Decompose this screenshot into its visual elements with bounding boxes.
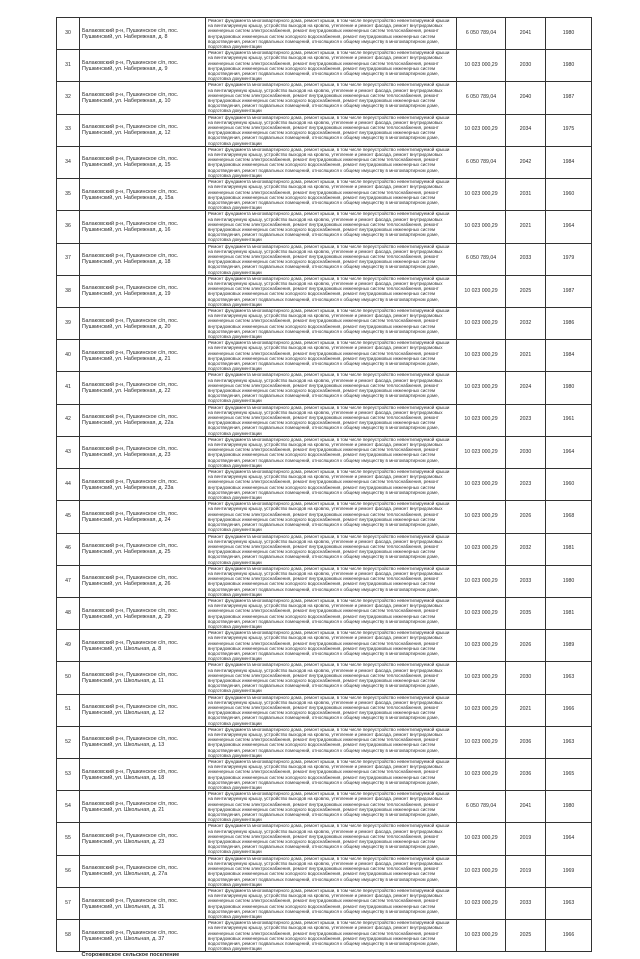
cost-cell: 6 050 789,04 bbox=[457, 82, 506, 114]
repair-year-cell: 2021 bbox=[506, 211, 546, 243]
repair-year-cell: 2019 bbox=[506, 823, 546, 855]
works-description-cell: Ремонт фундамента многоквартирного дома, ремонт крыши, в том числе переустройство невентилируемой крыши на вентилируемую крышу, устройство выходов на кровлю, утепление и ремонт фасада, ремонт внутридомовых инженерных систем электроснабжения, ремонт внутридомовых инженерных систем теплоснабжения, ремонт внутридомовых инженерных систем холодного водоснабжения, ремонт внутридомовых инженерных систем водоотведения, ремонт подвальных помещений, относящихся к общему имуществу в многоквартирном доме, подготовка документации bbox=[206, 855, 457, 887]
table-row bbox=[57, 82, 592, 114]
address-cell: Балаковский р-н, Пушкинское с/п, пос. Пушкинский, ул. Набережная, д. 8 bbox=[80, 18, 206, 50]
repair-year-cell: 2033 bbox=[506, 565, 546, 597]
build-year-cell: 1963 bbox=[546, 662, 592, 694]
row-number: 33 bbox=[57, 114, 80, 146]
works-description-cell: Ремонт фундамента многоквартирного дома, ремонт крыши, в том числе переустройство невентилируемой крыши на вентилируемую крышу, устройство выходов на кровлю, утепление и ремонт фасада, ремонт внутридомовых инженерных систем электроснабжения, ремонт внутридомовых инженерных систем теплоснабжения, ремонт внутридомовых инженерных систем холодного водоснабжения, ремонт внутридомовых инженерных систем водоотведения, ремонт подвальных помещений, относящихся к общему имуществу в многоквартирном доме, подготовка документации bbox=[206, 307, 457, 339]
build-year-cell: 1981 bbox=[546, 533, 592, 565]
works-description-cell: Ремонт фундамента многоквартирного дома, ремонт крыши, в том числе переустройство невентилируемой крыши на вентилируемую крышу, устройство выходов на кровлю, утепление и ремонт фасада, ремонт внутридомовых инженерных систем электроснабжения, ремонт внутридомовых инженерных систем теплоснабжения, ремонт внутридомовых инженерных систем холодного водоснабжения, ремонт внутридомовых инженерных систем водоотведения, ремонт подвальных помещений, относящихся к общему имуществу в многоквартирном доме, подготовка документации bbox=[206, 469, 457, 501]
build-year-cell: 1980 bbox=[546, 50, 592, 82]
works-description-cell: Ремонт фундамента многоквартирного дома, ремонт крыши, в том числе переустройство невентилируемой крыши на вентилируемую крышу, устройство выходов на кровлю, утепление и ремонт фасада, ремонт внутридомовых инженерных систем электроснабжения, ремонт внутридомовых инженерных систем теплоснабжения, ремонт внутридомовых инженерных систем холодного водоснабжения, ремонт внутридомовых инженерных систем водоотведения, ремонт подвальных помещений, относящихся к общему имуществу в многоквартирном доме, подготовка документации bbox=[206, 372, 457, 404]
address-cell: Балаковский р-н, Пушкинское с/п, пос. Пушкинский, ул. Школьная, д. 23 bbox=[80, 823, 206, 855]
row-number: 52 bbox=[57, 726, 80, 758]
cost-cell: 10 023 000,29 bbox=[457, 533, 506, 565]
address-cell: Балаковский р-н, Пушкинское с/п, пос. Пушкинский, ул. Набережная, д. 22а bbox=[80, 404, 206, 436]
cost-cell: 10 023 000,29 bbox=[457, 630, 506, 662]
row-number: 43 bbox=[57, 436, 80, 468]
cost-cell: 10 023 000,29 bbox=[457, 307, 506, 339]
table-row bbox=[57, 597, 592, 629]
repair-year-cell: 2041 bbox=[506, 18, 546, 50]
works-description-cell: Ремонт фундамента многоквартирного дома, ремонт крыши, в том числе переустройство невентилируемой крыши на вентилируемую крышу, устройство выходов на кровлю, утепление и ремонт фасада, ремонт внутридомовых инженерных систем электроснабжения, ремонт внутридомовых инженерных систем теплоснабжения, ремонт внутридомовых инженерных систем холодного водоснабжения, ремонт внутридомовых инженерных систем водоотведения, ремонт подвальных помещений, относящихся к общему имуществу в многоквартирном доме, подготовка документации bbox=[206, 597, 457, 629]
repair-year-cell: 2030 bbox=[506, 436, 546, 468]
works-description-cell: Ремонт фундамента многоквартирного дома, ремонт крыши, в том числе переустройство невентилируемой крыши на вентилируемую крышу, устройство выходов на кровлю, утепление и ремонт фасада, ремонт внутридомовых инженерных систем электроснабжения, ремонт внутридомовых инженерных систем теплоснабжения, ремонт внутридомовых инженерных систем холодного водоснабжения, ремонт внутридомовых инженерных систем водоотведения, ремонт подвальных помещений, относящихся к общему имуществу в многоквартирном доме, подготовка документации bbox=[206, 146, 457, 178]
row-number: 48 bbox=[57, 597, 80, 629]
table-row bbox=[57, 404, 592, 436]
works-description-cell: Ремонт фундамента многоквартирного дома, ремонт крыши, в том числе переустройство невентилируемой крыши на вентилируемую крышу, устройство выходов на кровлю, утепление и ремонт фасада, ремонт внутридомовых инженерных систем электроснабжения, ремонт внутридомовых инженерных систем теплоснабжения, ремонт внутридомовых инженерных систем холодного водоснабжения, ремонт внутридомовых инженерных систем водоотведения, ремонт подвальных помещений, относящихся к общему имуществу в многоквартирном доме, подготовка документации bbox=[206, 50, 457, 82]
cost-cell: 10 023 000,29 bbox=[457, 759, 506, 791]
address-cell: Балаковский р-н, Пушкинское с/п, пос. Пушкинский, ул. Набережная, д. 26 bbox=[80, 565, 206, 597]
table-row bbox=[57, 372, 592, 404]
build-year-cell: 1989 bbox=[546, 630, 592, 662]
table-row bbox=[57, 533, 592, 565]
address-cell: Балаковский р-н, Пушкинское с/п, пос. Пушкинский, ул. Набережная, д. 10 bbox=[80, 82, 206, 114]
table-row bbox=[57, 791, 592, 823]
cost-cell: 10 023 000,29 bbox=[457, 436, 506, 468]
row-number: 34 bbox=[57, 146, 80, 178]
build-year-cell: 1979 bbox=[546, 243, 592, 275]
address-cell: Балаковский р-н, Пушкинское с/п, пос. Пушкинский, ул. Набережная, д. 9 bbox=[80, 50, 206, 82]
cost-cell: 10 023 000,29 bbox=[457, 211, 506, 243]
address-cell: Балаковский р-н, Пушкинское с/п, пос. Пушкинский, ул. Школьная, д. 12 bbox=[80, 694, 206, 726]
table-row bbox=[57, 179, 592, 211]
build-year-cell: 1984 bbox=[546, 146, 592, 178]
table-row bbox=[57, 340, 592, 372]
cost-cell: 10 023 000,29 bbox=[457, 404, 506, 436]
build-year-cell: 1981 bbox=[546, 597, 592, 629]
works-description-cell: Ремонт фундамента многоквартирного дома, ремонт крыши, в том числе переустройство невентилируемой крыши на вентилируемую крышу, устройство выходов на кровлю, утепление и ремонт фасада, ремонт внутридомовых инженерных систем электроснабжения, ремонт внутридомовых инженерных систем теплоснабжения, ремонт внутридомовых инженерных систем холодного водоснабжения, ремонт внутридомовых инженерных систем водоотведения, ремонт подвальных помещений, относящихся к общему имуществу в многоквартирном доме, подготовка документации bbox=[206, 533, 457, 565]
repair-year-cell: 2040 bbox=[506, 82, 546, 114]
table-row bbox=[57, 211, 592, 243]
build-year-cell: 1968 bbox=[546, 501, 592, 533]
cost-cell: 10 023 000,29 bbox=[457, 469, 506, 501]
row-number: 42 bbox=[57, 404, 80, 436]
row-number: 35 bbox=[57, 179, 80, 211]
build-year-cell: 1960 bbox=[546, 179, 592, 211]
works-description-cell: Ремонт фундамента многоквартирного дома, ремонт крыши, в том числе переустройство невентилируемой крыши на вентилируемую крышу, устройство выходов на кровлю, утепление и ремонт фасада, ремонт внутридомовых инженерных систем электроснабжения, ремонт внутридомовых инженерных систем теплоснабжения, ремонт внутридомовых инженерных систем холодного водоснабжения, ремонт внутридомовых инженерных систем водоотведения, ремонт подвальных помещений, относящихся к общему имуществу в многоквартирном доме, подготовка документации bbox=[206, 243, 457, 275]
repair-year-cell: 2024 bbox=[506, 372, 546, 404]
address-cell: Балаковский р-н, Пушкинское с/п, пос. Пушкинский, ул. Набережная, д. 20 bbox=[80, 307, 206, 339]
build-year-cell: 1964 bbox=[546, 823, 592, 855]
table-row bbox=[57, 243, 592, 275]
table-row bbox=[57, 759, 592, 791]
build-year-cell: 1969 bbox=[546, 855, 592, 887]
build-year-cell: 1965 bbox=[546, 759, 592, 791]
table-row bbox=[57, 146, 592, 178]
row-number: 57 bbox=[57, 887, 80, 919]
cost-cell: 10 023 000,29 bbox=[457, 565, 506, 597]
document-page bbox=[56, 17, 591, 959]
repair-year-cell: 2035 bbox=[506, 597, 546, 629]
address-cell: Балаковский р-н, Пушкинское с/п, пос. Пушкинский, ул. Набережная, д. 15 bbox=[80, 146, 206, 178]
build-year-cell: 1984 bbox=[546, 340, 592, 372]
table-row bbox=[57, 469, 592, 501]
row-number: 53 bbox=[57, 759, 80, 791]
build-year-cell: 1980 bbox=[546, 565, 592, 597]
repair-year-cell: 2025 bbox=[506, 920, 546, 952]
address-cell: Балаковский р-н, Пушкинское с/п, пос. Пушкинский, ул. Набережная, д. 21 bbox=[80, 340, 206, 372]
address-cell: Балаковский р-н, Пушкинское с/п, пос. Пушкинский, ул. Школьная, д. 18 bbox=[80, 759, 206, 791]
build-year-cell: 1980 bbox=[546, 18, 592, 50]
cost-cell: 10 023 000,29 bbox=[457, 855, 506, 887]
works-description-cell: Ремонт фундамента многоквартирного дома, ремонт крыши, в том числе переустройство невентилируемой крыши на вентилируемую крышу, устройство выходов на кровлю, утепление и ремонт фасада, ремонт внутридомовых инженерных систем электроснабжения, ремонт внутридомовых инженерных систем теплоснабжения, ремонт внутридомовых инженерных систем холодного водоснабжения, ремонт внутридомовых инженерных систем водоотведения, ремонт подвальных помещений, относящихся к общему имуществу в многоквартирном доме, подготовка документации bbox=[206, 662, 457, 694]
cost-cell: 10 023 000,29 bbox=[457, 726, 506, 758]
repair-year-cell: 2030 bbox=[506, 662, 546, 694]
repair-year-cell: 2026 bbox=[506, 501, 546, 533]
works-description-cell: Ремонт фундамента многоквартирного дома, ремонт крыши, в том числе переустройство невентилируемой крыши на вентилируемую крышу, устройство выходов на кровлю, утепление и ремонт фасада, ремонт внутридомовых инженерных систем электроснабжения, ремонт внутридомовых инженерных систем теплоснабжения, ремонт внутридомовых инженерных систем холодного водоснабжения, ремонт внутридомовых инженерных систем водоотведения, ремонт подвальных помещений, относящихся к общему имуществу в многоквартирном доме, подготовка документации bbox=[206, 275, 457, 307]
works-description-cell: Ремонт фундамента многоквартирного дома, ремонт крыши, в том числе переустройство невентилируемой крыши на вентилируемую крышу, устройство выходов на кровлю, утепление и ремонт фасада, ремонт внутридомовых инженерных систем электроснабжения, ремонт внутридомовых инженерных систем теплоснабжения, ремонт внутридомовых инженерных систем холодного водоснабжения, ремонт внутридомовых инженерных систем водоотведения, ремонт подвальных помещений, относящихся к общему имуществу в многоквартирном доме, подготовка документации bbox=[206, 179, 457, 211]
address-cell: Балаковский р-н, Пушкинское с/п, пос. Пушкинский, ул. Набережная, д. 16 bbox=[80, 211, 206, 243]
address-cell: Балаковский р-н, Пушкинское с/п, пос. Пушкинский, ул. Набережная, д. 19 bbox=[80, 275, 206, 307]
repair-year-cell: 2036 bbox=[506, 759, 546, 791]
cost-cell: 6 050 789,04 bbox=[457, 243, 506, 275]
works-description-cell: Ремонт фундамента многоквартирного дома, ремонт крыши, в том числе переустройство невентилируемой крыши на вентилируемую крышу, устройство выходов на кровлю, утепление и ремонт фасада, ремонт внутридомовых инженерных систем электроснабжения, ремонт внутридомовых инженерных систем теплоснабжения, ремонт внутридомовых инженерных систем холодного водоснабжения, ремонт внутридомовых инженерных систем водоотведения, ремонт подвальных помещений, относящихся к общему имуществу в многоквартирном доме, подготовка документации bbox=[206, 694, 457, 726]
repair-year-cell: 2023 bbox=[506, 469, 546, 501]
build-year-cell: 1966 bbox=[546, 694, 592, 726]
works-description-cell: Ремонт фундамента многоквартирного дома, ремонт крыши, в том числе переустройство невентилируемой крыши на вентилируемую крышу, устройство выходов на кровлю, утепление и ремонт фасада, ремонт внутридомовых инженерных систем электроснабжения, ремонт внутридомовых инженерных систем теплоснабжения, ремонт внутридомовых инженерных систем холодного водоснабжения, ремонт внутридомовых инженерных систем водоотведения, ремонт подвальных помещений, относящихся к общему имуществу в многоквартирном доме, подготовка документации bbox=[206, 920, 457, 952]
cost-cell: 10 023 000,29 bbox=[457, 275, 506, 307]
address-cell: Балаковский р-н, Пушкинское с/п, пос. Пушкинский, ул. Набережная, д. 22 bbox=[80, 372, 206, 404]
cost-cell: 10 023 000,29 bbox=[457, 887, 506, 919]
table-row bbox=[57, 855, 592, 887]
row-number: 41 bbox=[57, 372, 80, 404]
build-year-cell: 1987 bbox=[546, 275, 592, 307]
works-description-cell: Ремонт фундамента многоквартирного дома, ремонт крыши, в том числе переустройство невентилируемой крыши на вентилируемую крышу, устройство выходов на кровлю, утепление и ремонт фасада, ремонт внутридомовых инженерных систем электроснабжения, ремонт внутридомовых инженерных систем теплоснабжения, ремонт внутридомовых инженерных систем холодного водоснабжения, ремонт внутридомовых инженерных систем водоотведения, ремонт подвальных помещений, относящихся к общему имуществу в многоквартирном доме, подготовка документации bbox=[206, 565, 457, 597]
row-number: 40 bbox=[57, 340, 80, 372]
repair-year-cell: 2023 bbox=[506, 404, 546, 436]
row-number: 49 bbox=[57, 630, 80, 662]
repair-year-cell: 2036 bbox=[506, 726, 546, 758]
address-cell: Балаковский р-н, Пушкинское с/п, пос. Пушкинский, ул. Набережная, д. 24 bbox=[80, 501, 206, 533]
address-cell: Балаковский р-н, Пушкинское с/п, пос. Пушкинский, ул. Набережная, д. 23а bbox=[80, 469, 206, 501]
works-description-cell: Ремонт фундамента многоквартирного дома, ремонт крыши, в том числе переустройство невентилируемой крыши на вентилируемую крышу, устройство выходов на кровлю, утепление и ремонт фасада, ремонт внутридомовых инженерных систем электроснабжения, ремонт внутридомовых инженерных систем теплоснабжения, ремонт внутридомовых инженерных систем холодного водоснабжения, ремонт внутридомовых инженерных систем водоотведения, ремонт подвальных помещений, относящихся к общему имуществу в многоквартирном доме, подготовка документации bbox=[206, 823, 457, 855]
repair-year-cell: 2033 bbox=[506, 243, 546, 275]
row-number: 54 bbox=[57, 791, 80, 823]
table-row bbox=[57, 920, 592, 952]
cost-cell: 6 050 789,04 bbox=[457, 791, 506, 823]
row-number: 44 bbox=[57, 469, 80, 501]
table-body bbox=[57, 18, 592, 959]
works-description-cell: Ремонт фундамента многоквартирного дома, ремонт крыши, в том числе переустройство невентилируемой крыши на вентилируемую крышу, устройство выходов на кровлю, утепление и ремонт фасада, ремонт внутридомовых инженерных систем электроснабжения, ремонт внутридомовых инженерных систем теплоснабжения, ремонт внутридомовых инженерных систем холодного водоснабжения, ремонт внутридомовых инженерных систем водоотведения, ремонт подвальных помещений, относящихся к общему имуществу в многоквартирном доме, подготовка документации bbox=[206, 18, 457, 50]
table-row bbox=[57, 307, 592, 339]
table-row bbox=[57, 436, 592, 468]
works-description-cell: Ремонт фундамента многоквартирного дома, ремонт крыши, в том числе переустройство невентилируемой крыши на вентилируемую крышу, устройство выходов на кровлю, утепление и ремонт фасада, ремонт внутридомовых инженерных систем электроснабжения, ремонт внутридомовых инженерных систем теплоснабжения, ремонт внутридомовых инженерных систем холодного водоснабжения, ремонт внутридомовых инженерных систем водоотведения, ремонт подвальных помещений, относящихся к общему имуществу в многоквартирном доме, подготовка документации bbox=[206, 340, 457, 372]
cost-cell: 10 023 000,29 bbox=[457, 50, 506, 82]
build-year-cell: 1986 bbox=[546, 307, 592, 339]
build-year-cell: 1966 bbox=[546, 920, 592, 952]
address-cell: Балаковский р-н, Пушкинское с/п, пос. Пушкинский, ул. Школьная, д. 13 bbox=[80, 726, 206, 758]
repair-year-cell: 2030 bbox=[506, 50, 546, 82]
address-cell: Балаковский р-н, Пушкинское с/п, пос. Пушкинский, ул. Набережная, д. 12 bbox=[80, 114, 206, 146]
works-description-cell: Ремонт фундамента многоквартирного дома, ремонт крыши, в том числе переустройство невентилируемой крыши на вентилируемую крышу, устройство выходов на кровлю, утепление и ремонт фасада, ремонт внутридомовых инженерных систем электроснабжения, ремонт внутридомовых инженерных систем теплоснабжения, ремонт внутридомовых инженерных систем холодного водоснабжения, ремонт внутридомовых инженерных систем водоотведения, ремонт подвальных помещений, относящихся к общему имуществу в многоквартирном доме, подготовка документации bbox=[206, 436, 457, 468]
works-description-cell: Ремонт фундамента многоквартирного дома, ремонт крыши, в том числе переустройство невентилируемой крыши на вентилируемую крышу, устройство выходов на кровлю, утепление и ремонт фасада, ремонт внутридомовых инженерных систем электроснабжения, ремонт внутридомовых инженерных систем теплоснабжения, ремонт внутридомовых инженерных систем холодного водоснабжения, ремонт внутридомовых инженерных систем водоотведения, ремонт подвальных помещений, относящихся к общему имуществу в многоквартирном доме, подготовка документации bbox=[206, 887, 457, 919]
address-cell: Балаковский р-н, Пушкинское с/п, пос. Пушкинский, ул. Школьная, д. 27а bbox=[80, 855, 206, 887]
capital-repair-table bbox=[56, 17, 592, 959]
build-year-cell: 1963 bbox=[546, 887, 592, 919]
build-year-cell: 1980 bbox=[546, 372, 592, 404]
repair-year-cell: 2019 bbox=[506, 855, 546, 887]
table-row bbox=[57, 18, 592, 50]
address-cell: Балаковский р-н, Пушкинское с/п, пос. Пушкинский, ул. Набережная, д. 25 bbox=[80, 533, 206, 565]
table-row bbox=[57, 726, 592, 758]
works-description-cell: Ремонт фундамента многоквартирного дома, ремонт крыши, в том числе переустройство невентилируемой крыши на вентилируемую крышу, устройство выходов на кровлю, утепление и ремонт фасада, ремонт внутридомовых инженерных систем электроснабжения, ремонт внутридомовых инженерных систем теплоснабжения, ремонт внутридомовых инженерных систем холодного водоснабжения, ремонт внутридомовых инженерных систем водоотведения, ремонт подвальных помещений, относящихся к общему имуществу в многоквартирном доме, подготовка документации bbox=[206, 759, 457, 791]
works-description-cell: Ремонт фундамента многоквартирного дома, ремонт крыши, в том числе переустройство невентилируемой крыши на вентилируемую крышу, устройство выходов на кровлю, утепление и ремонт фасада, ремонт внутридомовых инженерных систем электроснабжения, ремонт внутридомовых инженерных систем теплоснабжения, ремонт внутридомовых инженерных систем холодного водоснабжения, ремонт внутридомовых инженерных систем водоотведения, ремонт подвальных помещений, относящихся к общему имуществу в многоквартирном доме, подготовка документации bbox=[206, 501, 457, 533]
cost-cell: 6 050 789,04 bbox=[457, 18, 506, 50]
table-row bbox=[57, 565, 592, 597]
cost-cell: 10 023 000,29 bbox=[457, 823, 506, 855]
cost-cell: 10 023 000,29 bbox=[457, 662, 506, 694]
works-description-cell: Ремонт фундамента многоквартирного дома, ремонт крыши, в том числе переустройство невентилируемой крыши на вентилируемую крышу, устройство выходов на кровлю, утепление и ремонт фасада, ремонт внутридомовых инженерных систем электроснабжения, ремонт внутридомовых инженерных систем теплоснабжения, ремонт внутридомовых инженерных систем холодного водоснабжения, ремонт внутридомовых инженерных систем водоотведения, ремонт подвальных помещений, относящихся к общему имуществу в многоквартирном доме, подготовка документации bbox=[206, 630, 457, 662]
repair-year-cell: 2021 bbox=[506, 694, 546, 726]
section-footer-row bbox=[57, 952, 592, 959]
works-description-cell: Ремонт фундамента многоквартирного дома, ремонт крыши, в том числе переустройство невентилируемой крыши на вентилируемую крышу, устройство выходов на кровлю, утепление и ремонт фасада, ремонт внутридомовых инженерных систем электроснабжения, ремонт внутридомовых инженерных систем теплоснабжения, ремонт внутридомовых инженерных систем холодного водоснабжения, ремонт внутридомовых инженерных систем водоотведения, ремонт подвальных помещений, относящихся к общему имуществу в многоквартирном доме, подготовка документации bbox=[206, 211, 457, 243]
build-year-cell: 1961 bbox=[546, 404, 592, 436]
row-number: 37 bbox=[57, 243, 80, 275]
cost-cell: 10 023 000,29 bbox=[457, 340, 506, 372]
cost-cell: 10 023 000,29 bbox=[457, 920, 506, 952]
row-number: 58 bbox=[57, 920, 80, 952]
works-description-cell: Ремонт фундамента многоквартирного дома, ремонт крыши, в том числе переустройство невентилируемой крыши на вентилируемую крышу, устройство выходов на кровлю, утепление и ремонт фасада, ремонт внутридомовых инженерных систем электроснабжения, ремонт внутридомовых инженерных систем теплоснабжения, ремонт внутридомовых инженерных систем холодного водоснабжения, ремонт внутридомовых инженерных систем водоотведения, ремонт подвальных помещений, относящихся к общему имуществу в многоквартирном доме, подготовка документации bbox=[206, 791, 457, 823]
table-row bbox=[57, 694, 592, 726]
works-description-cell: Ремонт фундамента многоквартирного дома, ремонт крыши, в том числе переустройство невентилируемой крыши на вентилируемую крышу, устройство выходов на кровлю, утепление и ремонт фасада, ремонт внутридомовых инженерных систем электроснабжения, ремонт внутридомовых инженерных систем теплоснабжения, ремонт внутридомовых инженерных систем холодного водоснабжения, ремонт внутридомовых инженерных систем водоотведения, ремонт подвальных помещений, относящихся к общему имуществу в многоквартирном доме, подготовка документации bbox=[206, 82, 457, 114]
table-row bbox=[57, 114, 592, 146]
row-number: 55 bbox=[57, 823, 80, 855]
cost-cell: 10 023 000,29 bbox=[457, 179, 506, 211]
row-number: 38 bbox=[57, 275, 80, 307]
works-description-cell: Ремонт фундамента многоквартирного дома, ремонт крыши, в том числе переустройство невентилируемой крыши на вентилируемую крышу, устройство выходов на кровлю, утепление и ремонт фасада, ремонт внутридомовых инженерных систем электроснабжения, ремонт внутридомовых инженерных систем теплоснабжения, ремонт внутридомовых инженерных систем холодного водоснабжения, ремонт внутридомовых инженерных систем водоотведения, ремонт подвальных помещений, относящихся к общему имуществу в многоквартирном доме, подготовка документации bbox=[206, 404, 457, 436]
works-description-cell: Ремонт фундамента многоквартирного дома, ремонт крыши, в том числе переустройство невентилируемой крыши на вентилируемую крышу, устройство выходов на кровлю, утепление и ремонт фасада, ремонт внутридомовых инженерных систем электроснабжения, ремонт внутридомовых инженерных систем теплоснабжения, ремонт внутридомовых инженерных систем холодного водоснабжения, ремонт внутридомовых инженерных систем водоотведения, ремонт подвальных помещений, относящихся к общему имуществу в многоквартирном доме, подготовка документации bbox=[206, 726, 457, 758]
row-number: 45 bbox=[57, 501, 80, 533]
address-cell: Балаковский р-н, Пушкинское с/п, пос. Пушкинский, ул. Школьная, д. 31 bbox=[80, 887, 206, 919]
address-cell: Балаковский р-н, Пушкинское с/п, пос. Пушкинский, ул. Набережная, д. 23 bbox=[80, 436, 206, 468]
row-number: 50 bbox=[57, 662, 80, 694]
build-year-cell: 1987 bbox=[546, 82, 592, 114]
row-number: 32 bbox=[57, 82, 80, 114]
repair-year-cell: 2042 bbox=[506, 146, 546, 178]
address-cell: Балаковский р-н, Пушкинское с/п, пос. Пушкинский, ул. Школьная, д. 21 bbox=[80, 791, 206, 823]
cost-cell: 10 023 000,29 bbox=[457, 694, 506, 726]
row-number: 51 bbox=[57, 694, 80, 726]
address-cell: Балаковский р-н, Пушкинское с/п, пос. Пушкинский, ул. Набережная, д. 29 bbox=[80, 597, 206, 629]
build-year-cell: 1980 bbox=[546, 791, 592, 823]
cost-cell: 6 050 789,04 bbox=[457, 146, 506, 178]
table-row bbox=[57, 887, 592, 919]
row-number: 31 bbox=[57, 50, 80, 82]
row-number: 36 bbox=[57, 211, 80, 243]
address-cell: Балаковский р-н, Пушкинское с/п, пос. Пушкинский, ул. Набережная, д. 15а bbox=[80, 179, 206, 211]
address-cell: Балаковский р-н, Пушкинское с/п, пос. Пушкинский, ул. Школьная, д. 11 bbox=[80, 662, 206, 694]
row-number: 46 bbox=[57, 533, 80, 565]
table-row bbox=[57, 630, 592, 662]
build-year-cell: 1975 bbox=[546, 114, 592, 146]
cost-cell: 10 023 000,29 bbox=[457, 372, 506, 404]
build-year-cell: 1964 bbox=[546, 211, 592, 243]
repair-year-cell: 2033 bbox=[506, 887, 546, 919]
repair-year-cell: 2025 bbox=[506, 275, 546, 307]
row-number: 47 bbox=[57, 565, 80, 597]
repair-year-cell: 2032 bbox=[506, 533, 546, 565]
row-number: 56 bbox=[57, 855, 80, 887]
row-number: 39 bbox=[57, 307, 80, 339]
table-row bbox=[57, 662, 592, 694]
works-description-cell: Ремонт фундамента многоквартирного дома, ремонт крыши, в том числе переустройство невентилируемой крыши на вентилируемую крышу, устройство выходов на кровлю, утепление и ремонт фасада, ремонт внутридомовых инженерных систем электроснабжения, ремонт внутридомовых инженерных систем теплоснабжения, ремонт внутридомовых инженерных систем холодного водоснабжения, ремонт внутридомовых инженерных систем водоотведения, ремонт подвальных помещений, относящихся к общему имуществу в многоквартирном доме, подготовка документации bbox=[206, 114, 457, 146]
build-year-cell: 1964 bbox=[546, 436, 592, 468]
footer-spacer bbox=[57, 952, 80, 959]
repair-year-cell: 2041 bbox=[506, 791, 546, 823]
repair-year-cell: 2032 bbox=[506, 307, 546, 339]
settlement-section-label: Сторожевское сельское поселение bbox=[80, 952, 592, 959]
build-year-cell: 1963 bbox=[546, 726, 592, 758]
row-number: 30 bbox=[57, 18, 80, 50]
repair-year-cell: 2021 bbox=[506, 340, 546, 372]
repair-year-cell: 2026 bbox=[506, 630, 546, 662]
table-row bbox=[57, 50, 592, 82]
address-cell: Балаковский р-н, Пушкинское с/п, пос. Пушкинский, ул. Школьная, д. 37 bbox=[80, 920, 206, 952]
repair-year-cell: 2034 bbox=[506, 114, 546, 146]
repair-year-cell: 2031 bbox=[506, 179, 546, 211]
address-cell: Балаковский р-н, Пушкинское с/п, пос. Пушкинский, ул. Школьная, д. 8 bbox=[80, 630, 206, 662]
table-row bbox=[57, 823, 592, 855]
table-row bbox=[57, 501, 592, 533]
address-cell: Балаковский р-н, Пушкинское с/п, пос. Пушкинский, ул. Набережная, д. 18 bbox=[80, 243, 206, 275]
cost-cell: 10 023 000,29 bbox=[457, 597, 506, 629]
cost-cell: 10 023 000,29 bbox=[457, 501, 506, 533]
build-year-cell: 1960 bbox=[546, 469, 592, 501]
cost-cell: 10 023 000,29 bbox=[457, 114, 506, 146]
table-row bbox=[57, 275, 592, 307]
